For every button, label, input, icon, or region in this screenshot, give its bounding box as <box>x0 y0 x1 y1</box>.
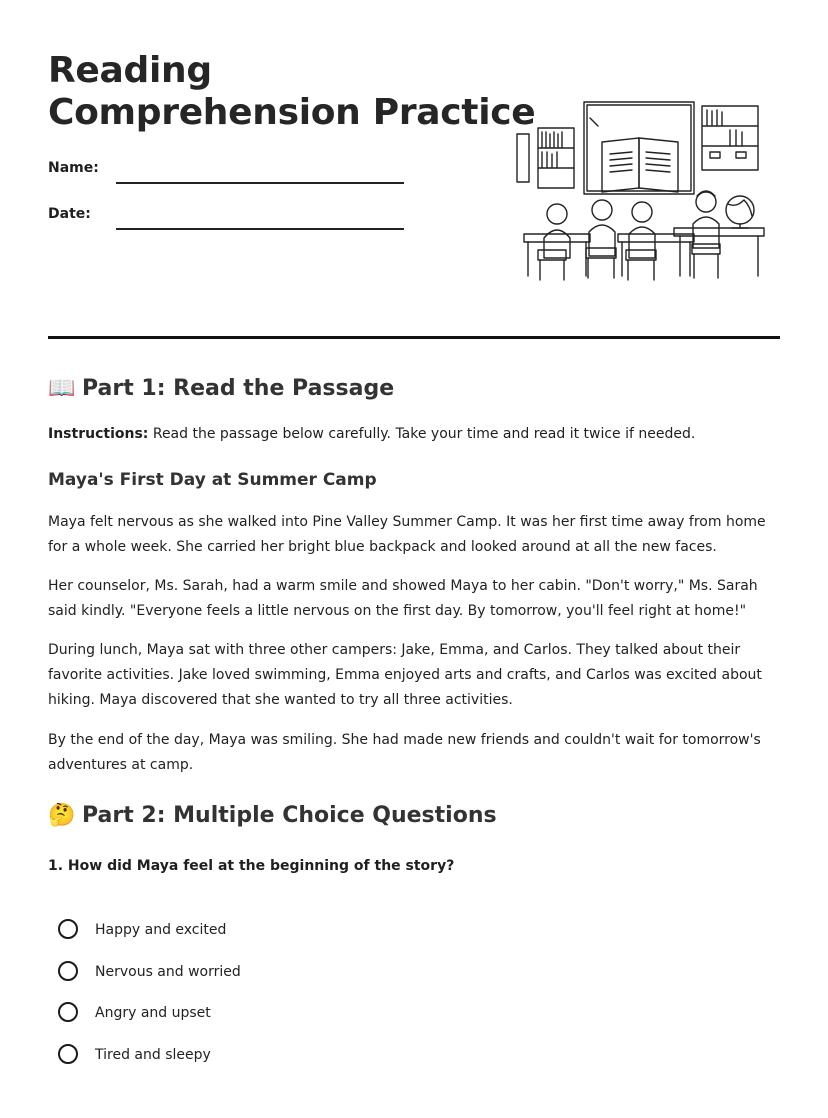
option-b[interactable] <box>56 958 456 1000</box>
date-write-line[interactable] <box>116 228 404 230</box>
option-c[interactable] <box>56 999 456 1041</box>
classroom-illustration-icon <box>514 98 770 286</box>
instructions <box>48 424 780 444</box>
part1-heading <box>48 375 394 403</box>
radio-button-icon[interactable] <box>58 919 78 939</box>
part1-heading-text: Part 1: Read the Passage <box>82 376 395 401</box>
title-line-2: Comprehension Practice <box>48 92 536 133</box>
story-title: Maya's First Day at Summer Camp <box>48 470 377 490</box>
name-write-line[interactable] <box>116 182 404 184</box>
part2-heading-text: Part 2: Multiple Choice Questions <box>82 803 497 828</box>
open-book-icon: 📖 <box>48 376 76 401</box>
instructions-label: Instructions: <box>48 426 149 442</box>
question-1: 1. How did Maya feel at the beginning of the story? <box>48 858 455 874</box>
question-1-options <box>56 916 456 1082</box>
radio-button-icon[interactable] <box>58 1044 78 1064</box>
worksheet-title <box>48 50 535 134</box>
option-label: Nervous and worried <box>95 963 241 980</box>
option-a[interactable] <box>56 916 456 958</box>
title-line-1: Reading <box>48 50 212 91</box>
section-divider <box>48 336 780 339</box>
option-label: Happy and excited <box>95 922 227 938</box>
name-label: Name: <box>48 160 99 176</box>
passage-paragraph-3: During lunch, Maya sat with three other campers: Jake, Emma, and Carlos. They talked about their favorite activities. Jake loved swimming, Emma enjoyed arts and crafts, and Carlos was excited about hiking. Maya discovered that she wanted to try all three activities. <box>48 642 762 708</box>
radio-button-icon[interactable] <box>58 961 78 981</box>
radio-button-icon[interactable] <box>58 1002 78 1022</box>
option-label: Tired and sleepy <box>95 1046 211 1063</box>
part2-heading <box>48 802 497 830</box>
passage-paragraph-1: Maya felt nervous as she walked into Pine Valley Summer Camp. It was her first time away from home for a whole week. She carried her bright blue backpack and looked around at all the new faces. <box>48 514 766 555</box>
date-label: Date: <box>48 206 91 222</box>
option-label: Angry and upset <box>95 1005 211 1021</box>
instructions-text: Read the passage below carefully. Take your time and read it twice if needed. <box>148 426 696 442</box>
name-field[interactable] <box>48 160 408 184</box>
date-field[interactable] <box>48 206 408 230</box>
option-d[interactable] <box>56 1041 456 1083</box>
passage-paragraph-2: Her counselor, Ms. Sarah, had a warm smile and showed Maya to her cabin. "Don't worry," Ms. Sarah said kindly. "Everyone feels a little nervous on the first day. By tomorrow, you'll feel right at home!" <box>48 578 758 619</box>
passage-paragraph-4: By the end of the day, Maya was smiling. She had made new friends and couldn't wait for tomorrow's adventures at camp. <box>48 732 761 773</box>
thinking-face-icon: 🤔 <box>48 803 76 828</box>
